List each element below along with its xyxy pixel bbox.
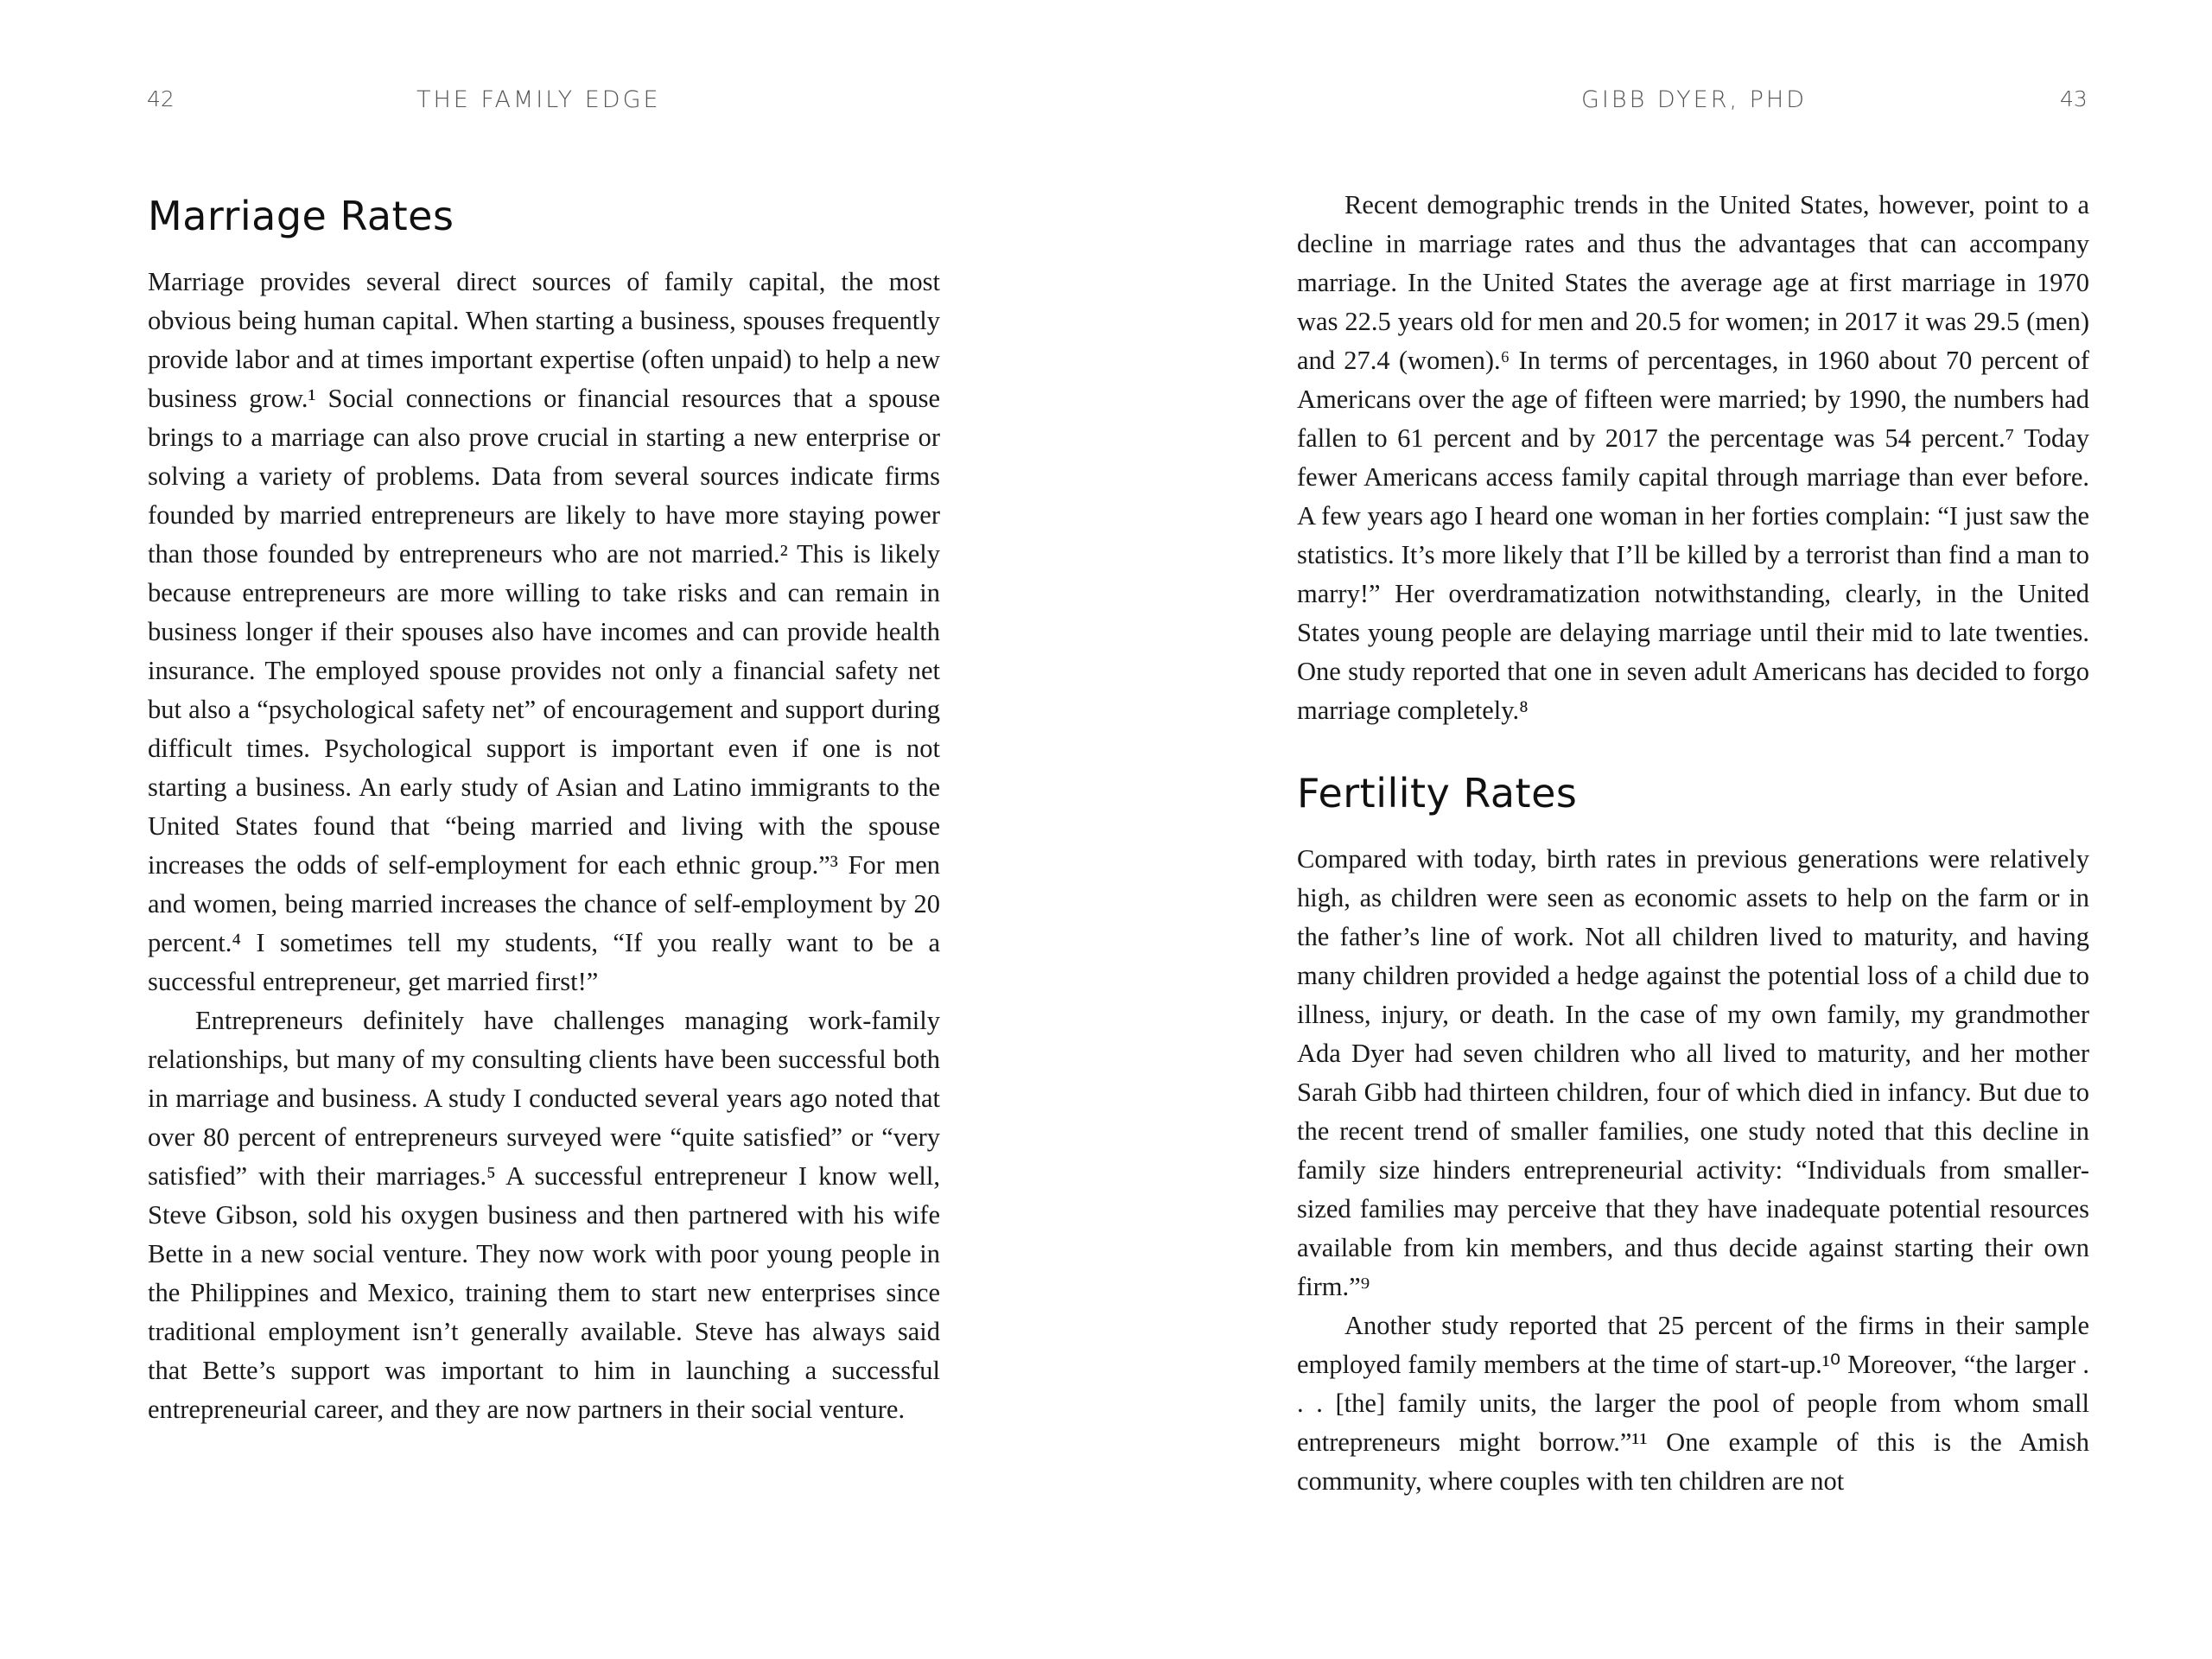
section-heading-fertility-rates: Fertility Rates — [1297, 770, 1578, 817]
page-number: 42 — [147, 86, 175, 111]
running-head-author: GIBB DYER, PHD — [1581, 86, 1807, 113]
body-text-column — [1297, 186, 2089, 1501]
section-heading-marriage-rates: Marriage Rates — [148, 193, 454, 239]
paragraph: Entrepreneurs definitely have challenges managing work-family relationships, but many of my consulting clients have been successful both in marriage and business. A study I conducted several years ago noted that over 80 percent of entrepreneurs surveyed were “quite satisfied” or “very satisfied” with their marriages.⁵ A successful entrepreneur I know well, Steve Gibson, sold his oxygen business and then partnered with his wife Bette in a new social venture. They now work with poor young people in the Philippines and Mexico, training them to start new enterprises since traditional employment isn’t generally available. Steve has always said that Bette’s support was important to him in launching a successful entrepreneurial career, and they are now partners in their social venture. — [148, 1006, 940, 1424]
paragraph: Marriage provides several direct sources of family capital, the most obvious being human capital. When starting a business, spouses frequently provide labor and at times important expertise (often unpaid) to help a new business grow.¹ Social connections or financial resources that a spouse brings to a marriage can also prove crucial in starting a new enterprise or solving a variety of problems. Data from several sources indicate firms founded by married entrepreneurs are likely to have more staying power than those founded by entrepreneurs who are not married.² This is likely because entrepreneurs are more willing to take risks and can remain in business longer if their spouses also have incomes and can provide health insurance. The employed spouse provides not only a financial safety net but also a “psychological safety net” of encouragement and support during difficult times. Psychological support is important even if one is not starting a business. An early study of Asian and Latino immigrants to the United States found that “being married and living with the spouse increases the odds of self-employment for each ethnic group.”³ For men and women, being married increases the chance of self-employment by 20 percent.⁴ I sometimes tell my students, “If you really want to be a successful entrepreneur, get married first!” — [148, 267, 940, 996]
body-text-column — [148, 263, 940, 1429]
paragraph: Another study reported that 25 percent of the firms in their sample employed family members at the time of start-up.¹⁰ Moreover, “the larger . . . [the] family units, the larger the pool of people from whom small entrepreneurs might borrow.”¹¹ One example of this is the Amish community, where couples with ten children are not — [1297, 1311, 2089, 1496]
paragraph: Recent demographic trends in the United States, however, point to a decline in marriage rates and thus the advantages that can accompany marriage. In the United States the average age at first marriage in 1970 was 22.5 years old for men and 20.5 for women; in 2017 it was 29.5 (men) and 27.4 (women).⁶ In terms of percentages, in 1960 about 70 percent of Americans over the age of fifteen were married; by 1990, the numbers had fallen to 61 percent and by 2017 the percentage was 54 percent.⁷ Today fewer Americans access family capital through marriage than ever before. A few years ago I heard one woman in her forties complain: “I just saw the statistics. It’s more likely that I’ll be killed by a terrorist than find a man to marry!” Her overdramatization notwithstanding, clearly, in the United States young people are delaying marriage until their mid to late twenties. One study reported that one in seven adult Americans has decided to forgo marriage completely.⁸ — [1297, 190, 2089, 725]
right-page — [1106, 0, 2212, 1659]
running-head-book-title: THE FAMILY EDGE — [416, 86, 661, 113]
page-number: 43 — [2060, 86, 2088, 111]
paragraph: Compared with today, birth rates in previous generations were relatively high, as children were seen as economic assets to help on the farm or in the father’s line of work. Not all children lived to maturity, and having many children provided a hedge against the potential loss of a child due to illness, injury, or death. In the case of my own family, my grandmother Ada Dyer had seven children who all lived to maturity, and her mother Sarah Gibb had thirteen children, four of which died in infancy. But due to the recent trend of smaller families, one study noted that this decline in family size hinders entrepreneurial activity: “Individuals from smaller-sized families may perceive that they have inadequate potential resources available from kin members, and thus decide against starting their own firm.”⁹ — [1297, 844, 2089, 1301]
